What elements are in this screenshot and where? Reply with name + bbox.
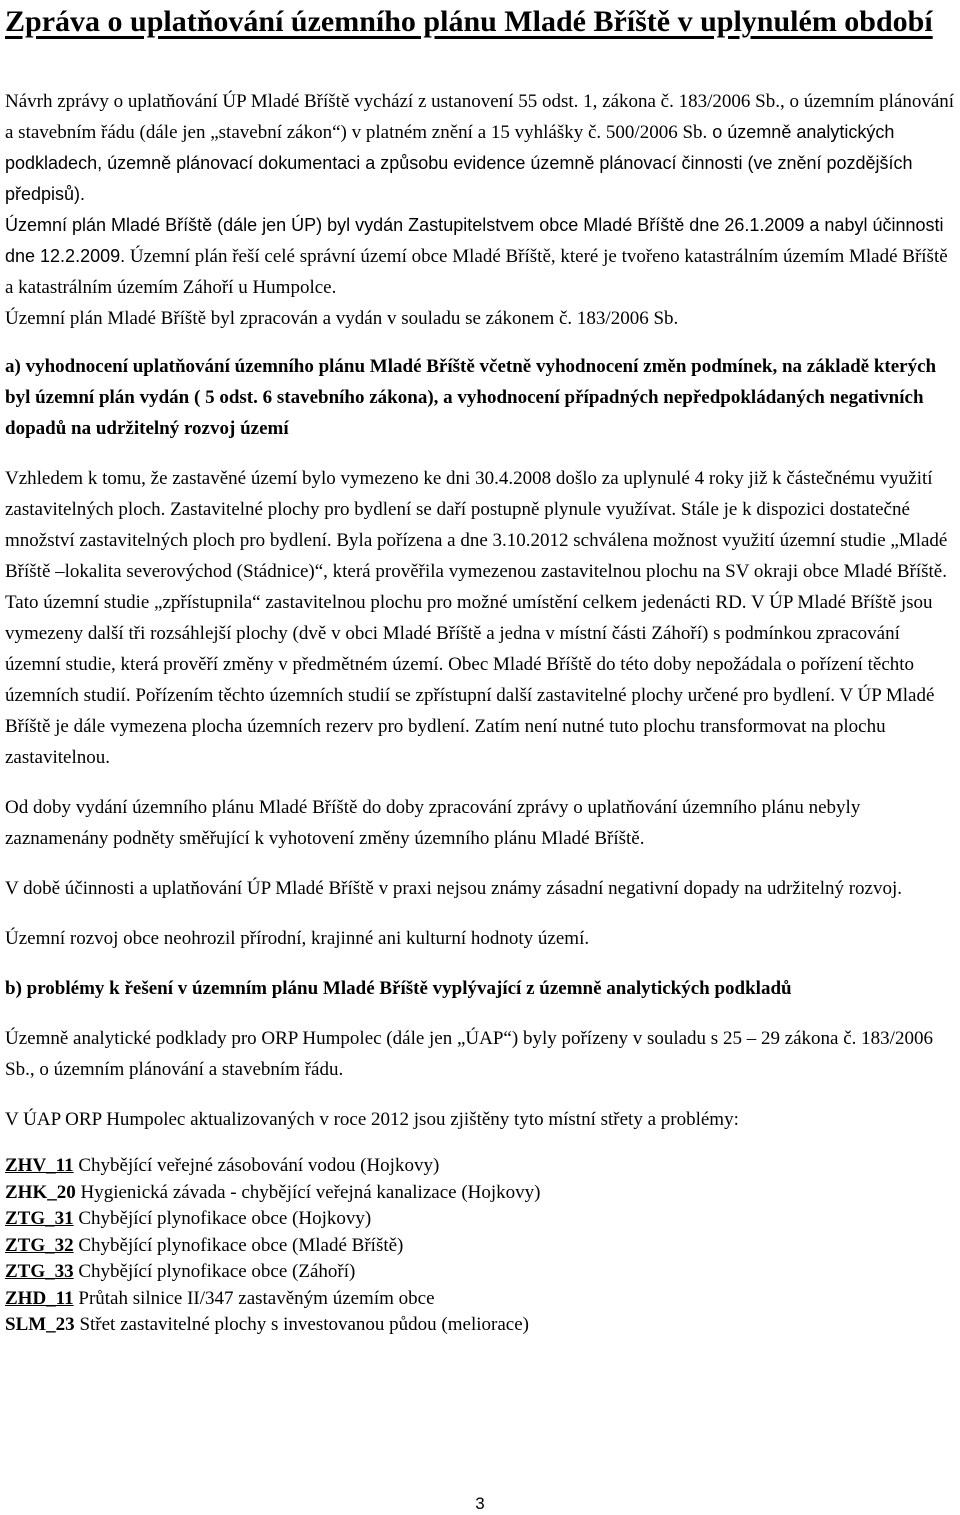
problem-code: ZHK_20 bbox=[5, 1181, 76, 1203]
problem-code: ZTG_33 bbox=[5, 1261, 74, 1282]
section-b-heading: b) problémy k řešení v územním plánu Mladé Bříště vyplývající z územně analytických podkladů bbox=[5, 978, 792, 999]
section-a-paragraph-3: V době účinnosti a uplatňování ÚP Mladé Bříště v praxi nejsou známy zásadní negativní dopady na udržitelný rozvoj. bbox=[5, 878, 903, 899]
section-b-paragraph-1: Územně analytické podklady pro ORP Humpolec (dále jen „ÚAP“) byly pořízeny v souladu s 25 – 29 zákona č. 183/2006 Sb., o územním plánování a stavebním řádu. bbox=[5, 1028, 933, 1080]
problem-item bbox=[5, 1153, 955, 1180]
problem-item bbox=[5, 1180, 955, 1207]
section-b-paragraph-2: V ÚAP ORP Humpolec aktualizovaných v roce 2012 jsou zjištěny tyto místní střety a problémy: bbox=[5, 1109, 739, 1130]
problem-text: Střet zastavitelné plochy s investovanou půdou (meliorace) bbox=[74, 1314, 529, 1335]
intro-paragraph-2-text: Územní plán Mladé Bříště (dále jen ÚP) byl vydán Zastupitelstvem obce Mladé Bříště dne 26.1.2009 a nabyl účinnosti dne 12.2.2009. bbox=[5, 215, 944, 266]
intro-paragraph-3: Územní plán Mladé Bříště byl zpracován a vydán v souladu se zákonem č. 183/2006 Sb. bbox=[5, 308, 679, 329]
page-number: 3 bbox=[475, 1494, 485, 1513]
problem-text: Hygienická závada - chybějící veřejná kanalizace (Hojkovy) bbox=[75, 1181, 541, 1203]
problem-code: ZTG_32 bbox=[5, 1234, 74, 1256]
intro-paragraph-2-tail: Územní plán řeší celé správní území obce Mladé Bříště, které je tvořeno katastrálním územím Mladé Bříště a katastrálním územím Záhoří u Humpolce. bbox=[5, 246, 948, 298]
intro-paragraph-2 bbox=[5, 210, 955, 303]
section-a-paragraph-2: Od doby vydání územního plánu Mladé Bříště do doby zpracování zprávy o uplatňování územního plánu nebyly zaznamenány podněty směřující k vyhotovení změny územního plánu Mladé Bříště. bbox=[5, 797, 861, 849]
problem-text: Chybějící plynofikace obce (Mladé Bříště) bbox=[73, 1234, 404, 1256]
problem-list bbox=[5, 1153, 955, 1339]
problem-item bbox=[5, 1312, 955, 1339]
problem-code: ZTG_31 bbox=[5, 1208, 74, 1229]
section-a-heading: a) vyhodnocení uplatňování územního plánu Mladé Bříště včetně vyhodnocení změn podmínek, na základě kterých byl územní plán vydán ( 5 odst. 6 stavebního zákona), a vyhodnocení případných nepředpokládaných negativních dopadů na udržitelný rozvoj území bbox=[5, 356, 937, 439]
problem-item bbox=[5, 1286, 955, 1313]
problem-code: ZHV_11 bbox=[5, 1155, 74, 1176]
problem-text: Průtah silnice II/347 zastavěným územím obce bbox=[73, 1287, 435, 1309]
intro-section bbox=[5, 86, 955, 334]
problem-item bbox=[5, 1233, 955, 1260]
intro-paragraph-1-text: Návrh zprávy o uplatňování ÚP Mladé Bříště vychází z ustanovení 55 odst. 1, zákona č. 183/2006 Sb., o územním plánování a stavebním řádu (dále jen „stavební zákon“) v platném znění a 15 vyhlášky č. 500/2006 Sb. bbox=[5, 91, 955, 143]
section-a-paragraph-4: Územní rozvoj obce neohrozil přírodní, krajinné ani kulturní hodnoty území. bbox=[5, 928, 590, 949]
document-page bbox=[5, 0, 955, 1339]
problem-code: ZHD_11 bbox=[5, 1287, 74, 1309]
problem-text: Chybějící plynofikace obce (Záhoří) bbox=[73, 1261, 356, 1282]
intro-paragraph-1-tail: o územně analytických podkladech, územně plánovací dokumentaci a způsobu evidence územně plánovací činnosti (ve znění pozdějších předpisů). bbox=[5, 122, 913, 204]
problem-item bbox=[5, 1259, 955, 1286]
problem-text: Chybějící plynofikace obce (Hojkovy) bbox=[73, 1208, 372, 1229]
problem-text: Chybějící veřejné zásobování vodou (Hojkovy) bbox=[73, 1155, 440, 1176]
problem-item bbox=[5, 1206, 955, 1233]
problem-code: SLM_23 bbox=[5, 1314, 75, 1335]
intro-paragraph-1 bbox=[5, 86, 955, 210]
section-a-paragraph-1: Vzhledem k tomu, že zastavěné území bylo vymezeno ke dni 30.4.2008 došlo za uplynulé 4 roky již k částečnému využití zastavitelných ploch. Zastavitelné plochy pro bydlení se daří postupně plynule využívat. Stále je k dispozici dostatečné množství zastavitelných ploch pro bydlení. Byla pořízena a dne 3.10.2012 schválena možnost využití územní studie „Mladé Bříště –lokalita severovýchod (Stádnice)“, která prověřila vymezenou zastavitelnou plochu na SV okraji obce Mladé Bříště. Tato územní studie „zpřístupnila“ zastavitelnou plochu pro možné umístění celkem jedenácti RD. V ÚP Mladé Bříště jsou vymezeny další tři rozsáhlejší plochy (dvě v obci Mladé Bříště a jedna v místní části Záhoří) s podmínkou zpracování územní studie, která prověří změny v předmětném území. Obec Mladé Bříště do této doby nepožádala o pořízení těchto územních studií. Pořízením těchto územních studií se zpřístupní další zastavitelné plochy určené pro bydlení. V ÚP Mladé Bříště je dále vymezena plocha územních rezerv pro bydlení. Zatím není nutné tuto plochu transformovat na plochu zastavitelnou. bbox=[5, 468, 948, 768]
document-title: Zpráva o uplatňování územního plánu Mladé Bříště v uplynulém období bbox=[5, 5, 933, 38]
